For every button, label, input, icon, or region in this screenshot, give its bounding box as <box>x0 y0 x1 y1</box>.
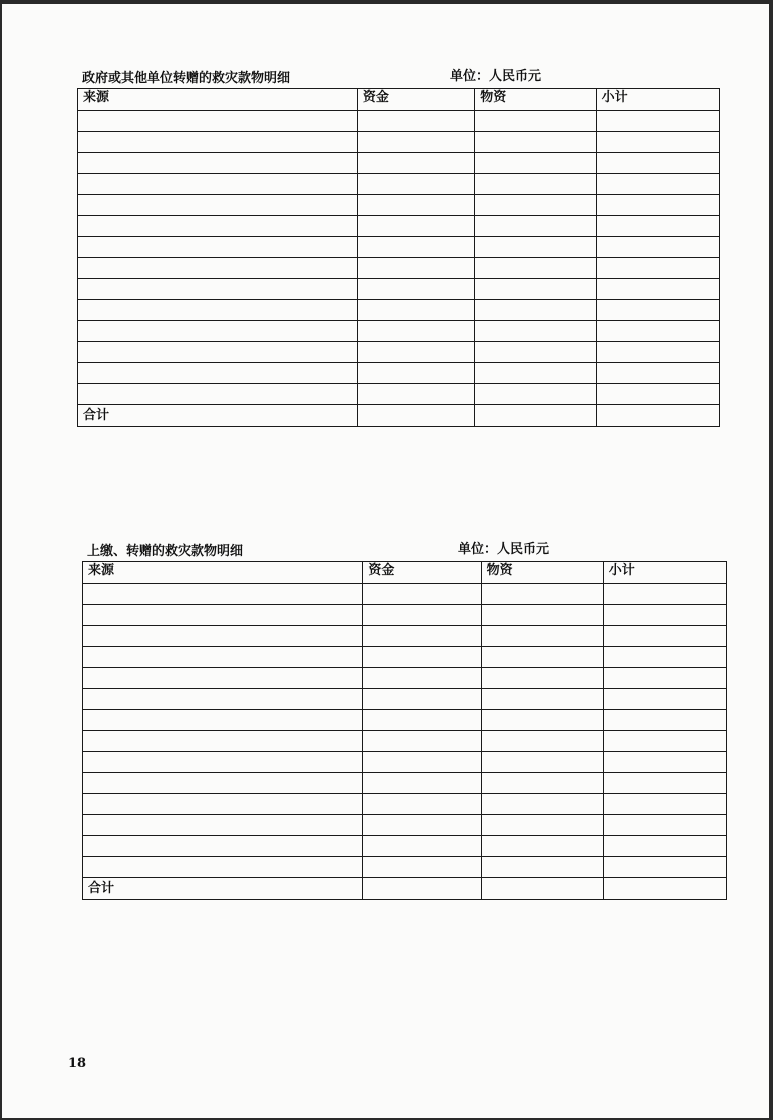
table-row <box>78 279 720 300</box>
table-cell[interactable] <box>78 195 358 216</box>
table-row <box>78 132 720 153</box>
table-cell[interactable] <box>83 668 363 689</box>
table-row <box>83 794 727 815</box>
table-cell[interactable] <box>78 342 358 363</box>
table-cell[interactable] <box>357 111 474 132</box>
table-cell[interactable] <box>481 647 603 668</box>
table-row <box>83 773 727 794</box>
table-cell[interactable] <box>481 710 603 731</box>
table-cell[interactable] <box>83 647 363 668</box>
table-cell[interactable] <box>363 605 481 626</box>
table-cell[interactable] <box>78 258 358 279</box>
table-cell[interactable] <box>475 111 596 132</box>
table-row <box>78 258 720 279</box>
table-cell[interactable] <box>363 857 481 878</box>
table-cell[interactable] <box>475 384 596 405</box>
table-cell[interactable] <box>481 878 603 900</box>
document-page <box>2 4 769 1118</box>
table-cell[interactable] <box>83 773 363 794</box>
column-header-funds: 资金 <box>363 562 481 584</box>
table-cell[interactable] <box>475 321 596 342</box>
table-body <box>78 111 720 405</box>
table-total-row <box>83 878 727 900</box>
table-cell[interactable] <box>83 731 363 752</box>
table-cell[interactable] <box>475 216 596 237</box>
table-cell[interactable] <box>78 216 358 237</box>
table-cell[interactable] <box>357 300 474 321</box>
table-cell[interactable] <box>603 857 726 878</box>
table-cell[interactable] <box>603 794 726 815</box>
donations-transferred-table <box>82 561 727 900</box>
table-cell[interactable] <box>363 773 481 794</box>
table-cell[interactable] <box>357 405 474 427</box>
table-cell[interactable] <box>357 258 474 279</box>
table-header-row <box>83 562 727 584</box>
table-row <box>83 710 727 731</box>
table-cell[interactable] <box>83 689 363 710</box>
table-cell[interactable] <box>78 363 358 384</box>
table-cell[interactable] <box>481 815 603 836</box>
table-cell[interactable] <box>83 794 363 815</box>
column-header-source: 来源 <box>83 562 363 584</box>
table-cell[interactable] <box>357 384 474 405</box>
currency-unit-label: 单位：人民币元 <box>450 69 542 84</box>
table-cell[interactable] <box>603 878 726 900</box>
table-cell[interactable] <box>596 363 719 384</box>
table-cell[interactable] <box>363 731 481 752</box>
table-cell[interactable] <box>363 752 481 773</box>
table-cell[interactable] <box>603 836 726 857</box>
donations-received-section <box>77 64 720 427</box>
table-cell[interactable] <box>363 815 481 836</box>
table-row <box>78 300 720 321</box>
table-cell[interactable] <box>83 710 363 731</box>
table-row <box>78 237 720 258</box>
table-cell[interactable] <box>363 647 481 668</box>
total-label: 合计 <box>78 405 358 427</box>
table-cell[interactable] <box>603 584 726 605</box>
table-cell[interactable] <box>363 710 481 731</box>
table-cell[interactable] <box>357 342 474 363</box>
table-cell[interactable] <box>603 668 726 689</box>
page-number: 18 <box>68 1056 87 1071</box>
table-cell[interactable] <box>481 773 603 794</box>
table-row <box>83 731 727 752</box>
column-header-source: 来源 <box>78 89 358 111</box>
table-cell[interactable] <box>481 584 603 605</box>
table-cell[interactable] <box>78 237 358 258</box>
table-cell[interactable] <box>603 752 726 773</box>
table-cell[interactable] <box>475 174 596 195</box>
table-cell[interactable] <box>357 363 474 384</box>
table-cell[interactable] <box>481 626 603 647</box>
table-cell[interactable] <box>475 258 596 279</box>
table-cell[interactable] <box>603 731 726 752</box>
table-cell[interactable] <box>475 300 596 321</box>
table-cell[interactable] <box>603 689 726 710</box>
table-cell[interactable] <box>481 857 603 878</box>
section-header <box>77 64 720 88</box>
table-cell[interactable] <box>357 321 474 342</box>
table-cell[interactable] <box>475 237 596 258</box>
table-body <box>83 584 727 878</box>
table-cell[interactable] <box>78 174 358 195</box>
currency-unit-label: 单位：人民币元 <box>458 542 550 557</box>
table-cell[interactable] <box>363 794 481 815</box>
table-row <box>78 111 720 132</box>
table-cell[interactable] <box>481 668 603 689</box>
section-header <box>82 537 727 561</box>
table-row <box>78 195 720 216</box>
table-cell[interactable] <box>603 710 726 731</box>
table-cell[interactable] <box>596 258 719 279</box>
table-cell[interactable] <box>596 300 719 321</box>
table-cell[interactable] <box>363 878 481 900</box>
table-cell[interactable] <box>603 605 726 626</box>
table-row <box>78 342 720 363</box>
table-cell[interactable] <box>603 773 726 794</box>
table-cell[interactable] <box>363 584 481 605</box>
table-row <box>83 752 727 773</box>
table-cell[interactable] <box>481 731 603 752</box>
column-header-materials: 物资 <box>481 562 603 584</box>
table-cell[interactable] <box>475 279 596 300</box>
table-row <box>78 384 720 405</box>
table-row <box>83 815 727 836</box>
table-row <box>83 584 727 605</box>
table-cell[interactable] <box>596 405 719 427</box>
table-row <box>83 857 727 878</box>
table-cell[interactable] <box>78 384 358 405</box>
table-cell[interactable] <box>78 132 358 153</box>
table-cell[interactable] <box>83 605 363 626</box>
table-cell[interactable] <box>78 300 358 321</box>
section-title: 政府或其他单位转赠的救灾款物明细 <box>82 71 291 86</box>
section-title: 上缴、转赠的救灾款物明细 <box>87 544 244 559</box>
table-cell[interactable] <box>363 626 481 647</box>
table-cell[interactable] <box>481 836 603 857</box>
column-header-funds: 资金 <box>357 89 474 111</box>
table-cell[interactable] <box>363 689 481 710</box>
table-header-row <box>78 89 720 111</box>
table-cell[interactable] <box>83 626 363 647</box>
table-cell[interactable] <box>363 836 481 857</box>
table-cell[interactable] <box>83 857 363 878</box>
table-cell[interactable] <box>475 132 596 153</box>
table-row <box>78 321 720 342</box>
table-row <box>83 605 727 626</box>
table-row <box>78 174 720 195</box>
table-cell[interactable] <box>596 111 719 132</box>
table-cell[interactable] <box>596 195 719 216</box>
table-cell[interactable] <box>481 752 603 773</box>
table-cell[interactable] <box>596 321 719 342</box>
table-cell[interactable] <box>603 815 726 836</box>
table-cell[interactable] <box>78 111 358 132</box>
table-cell[interactable] <box>357 195 474 216</box>
table-cell[interactable] <box>363 668 481 689</box>
table-row <box>78 363 720 384</box>
table-row <box>83 668 727 689</box>
table-cell[interactable] <box>603 647 726 668</box>
table-cell[interactable] <box>357 153 474 174</box>
column-header-subtotal: 小计 <box>596 89 719 111</box>
table-cell[interactable] <box>83 815 363 836</box>
table-cell[interactable] <box>357 174 474 195</box>
table-cell[interactable] <box>596 237 719 258</box>
table-row <box>83 626 727 647</box>
table-cell[interactable] <box>83 836 363 857</box>
table-row <box>83 689 727 710</box>
table-cell[interactable] <box>475 195 596 216</box>
table-cell[interactable] <box>83 584 363 605</box>
table-cell[interactable] <box>481 605 603 626</box>
table-cell[interactable] <box>357 279 474 300</box>
table-cell[interactable] <box>596 216 719 237</box>
table-row <box>78 216 720 237</box>
donations-transferred-section <box>82 537 727 900</box>
table-row <box>78 153 720 174</box>
table-cell[interactable] <box>603 626 726 647</box>
table-cell[interactable] <box>78 321 358 342</box>
table-row <box>83 647 727 668</box>
column-header-subtotal: 小计 <box>603 562 726 584</box>
table-cell[interactable] <box>481 794 603 815</box>
table-cell[interactable] <box>596 174 719 195</box>
table-cell[interactable] <box>596 342 719 363</box>
column-header-materials: 物资 <box>475 89 596 111</box>
total-label: 合计 <box>83 878 363 900</box>
table-cell[interactable] <box>78 279 358 300</box>
table-cell[interactable] <box>78 153 358 174</box>
table-cell[interactable] <box>475 342 596 363</box>
table-cell[interactable] <box>475 405 596 427</box>
table-cell[interactable] <box>357 237 474 258</box>
table-row <box>83 836 727 857</box>
table-cell[interactable] <box>475 363 596 384</box>
table-cell[interactable] <box>357 216 474 237</box>
table-cell[interactable] <box>475 153 596 174</box>
table-total-row <box>78 405 720 427</box>
table-cell[interactable] <box>357 132 474 153</box>
table-cell[interactable] <box>481 689 603 710</box>
table-cell[interactable] <box>83 752 363 773</box>
table-cell[interactable] <box>596 384 719 405</box>
table-cell[interactable] <box>596 279 719 300</box>
donations-received-table <box>77 88 720 427</box>
table-cell[interactable] <box>596 153 719 174</box>
table-cell[interactable] <box>596 132 719 153</box>
